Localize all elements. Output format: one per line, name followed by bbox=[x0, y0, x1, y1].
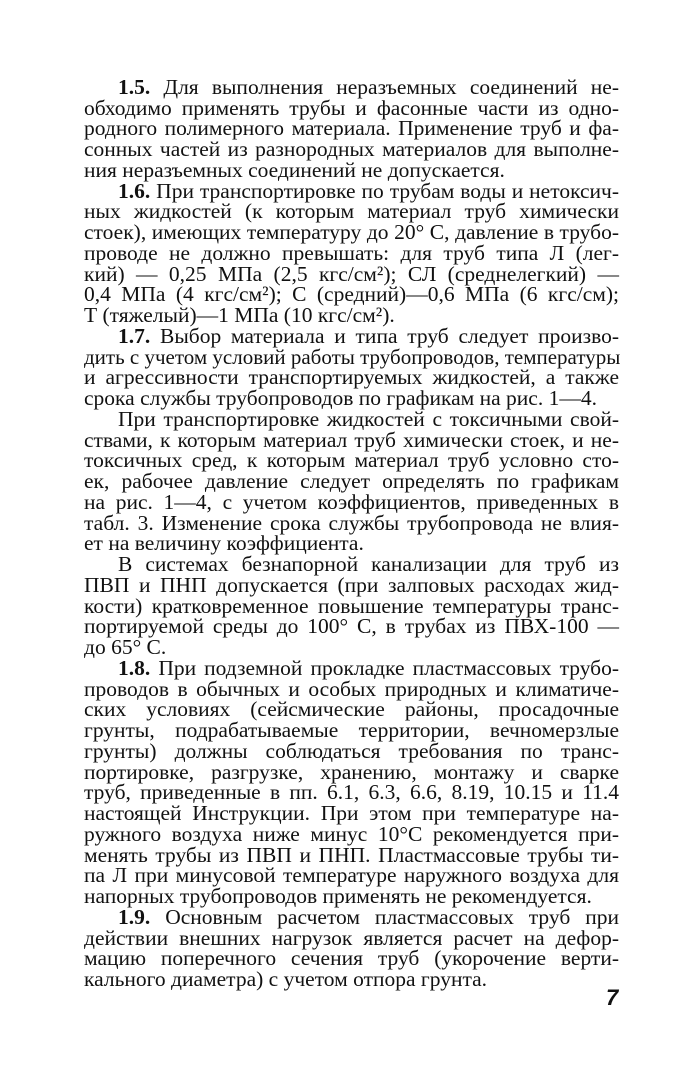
text-line: мацию поперечного сечения труб (укорочение верти- bbox=[84, 946, 619, 970]
text-line: ет на величину коэффициента. bbox=[84, 531, 364, 555]
text-line: кий) — 0,25 МПа (2,5 кгс/см²); СЛ (среднелегкий) — bbox=[84, 262, 619, 286]
text-line: кости) кратковременное повышение температуры транс- bbox=[84, 594, 619, 618]
text-line: на рис. 1—4, с учетом коэффициентов, приведенных в bbox=[84, 490, 619, 514]
text-span: При подземной прокладке пластмассовых трубо- bbox=[158, 656, 620, 680]
text-line: стоек), имеющих температуру до 20° С, давление в трубо- bbox=[84, 220, 619, 244]
text-line bbox=[118, 657, 619, 679]
text-line: срока службы трубопроводов по графикам на рис. 1—4. bbox=[84, 386, 597, 410]
text-line: ствами, к которым материал труб химически стоек, и не- bbox=[84, 428, 619, 452]
text-line bbox=[118, 906, 619, 928]
paragraph-number: 1.8. bbox=[118, 656, 151, 680]
text-line bbox=[118, 325, 619, 347]
page-number: 7 bbox=[606, 985, 619, 1010]
text-line: портировке, разгрузке, хранению, монтажу и сварке bbox=[84, 760, 619, 784]
text-line: действии внешних нагрузок является расчет на дефор- bbox=[84, 926, 619, 950]
text-span: Основным расчетом пластмассовых труб при bbox=[165, 905, 620, 929]
text-line: ных жидкостей (к которым материал труб химически bbox=[84, 199, 619, 223]
text-line: и агрессивности транспортируемых жидкостей, а также bbox=[84, 365, 619, 389]
text-line: портируемой среды до 100° С, в трубах из ПВХ-100 — bbox=[84, 614, 619, 638]
paragraph-number: 1.5. bbox=[118, 75, 151, 99]
text-line: грунты, подрабатываемые территории, вечномерзлые bbox=[84, 718, 619, 742]
text-line: ния неразъемных соединений не допускается. bbox=[84, 158, 505, 182]
text-span: При транспортировке по трубам воды и нетоксич- bbox=[156, 179, 620, 203]
text-line: родного полимерного материала. Применение труб и фа- bbox=[84, 116, 619, 140]
text-span: Для выполнения неразъемных соединений не- bbox=[163, 75, 620, 99]
paragraph-number: 1.7. bbox=[118, 324, 151, 348]
text-line: настоящей Инструкции. При этом при температуре на- bbox=[84, 801, 619, 825]
text-span: Выбор материала и типа труб следует произво- bbox=[159, 324, 619, 348]
paragraph-number: 1.6. bbox=[118, 179, 151, 203]
text-line: 0,4 МПа (4 кгс/см²); С (средний)—0,6 МПа (6 кгс/см); bbox=[84, 282, 619, 306]
text-line: дить с учетом условий работы трубопроводов, температуры bbox=[84, 345, 621, 369]
text-line bbox=[118, 76, 619, 98]
text-line: ружного воздуха ниже минус 10°С рекомендуется при- bbox=[84, 822, 619, 846]
text-line: При транспортировке жидкостей с токсичными свой- bbox=[118, 407, 619, 431]
paragraph-number: 1.9. bbox=[118, 905, 151, 929]
text-line: напорных трубопроводов применять не рекомендуется. bbox=[84, 884, 592, 908]
text-line: В системах безнапорной канализации для труб из bbox=[118, 552, 619, 576]
text-line: грунты) должны соблюдаться требования по транс- bbox=[84, 739, 619, 763]
text-line: проводе не должно превышать: для труб типа Л (лег- bbox=[84, 241, 619, 265]
text-line: менять трубы из ПВП и ПНП. Пластмассовые трубы ти- bbox=[84, 843, 619, 867]
text-line: обходимо применять трубы и фасонные части из одно- bbox=[84, 96, 619, 120]
text-line: ских условиях (сейсмические районы, просадочные bbox=[84, 697, 619, 721]
text-line: токсичных сред, к которым материал труб условно сто- bbox=[84, 448, 619, 472]
text-line: труб, приведенные в пп. 6.1, 6.3, 6.6, 8.19, 10.15 и 11.4 bbox=[84, 780, 619, 804]
text-line: сонных частей из разнородных материалов для выполне- bbox=[84, 137, 619, 161]
text-line: до 65° С. bbox=[84, 635, 167, 659]
text-line: па Л при минусовой температуре наружного воздуха для bbox=[84, 863, 619, 887]
text-line: ек, рабочее давление следует определять по графикам bbox=[84, 469, 619, 493]
text-line: кального диаметра) с учетом отпора грунта. bbox=[84, 967, 488, 991]
text-line: табл. 3. Изменение срока службы трубопровода не влия- bbox=[84, 511, 619, 535]
text-line: Т (тяжелый)—1 МПа (10 кгс/см²). bbox=[84, 303, 395, 327]
text-line: проводов в обычных и особых природных и климатиче- bbox=[84, 677, 619, 701]
text-line: ПВП и ПНП допускается (при залповых расходах жид- bbox=[84, 573, 619, 597]
